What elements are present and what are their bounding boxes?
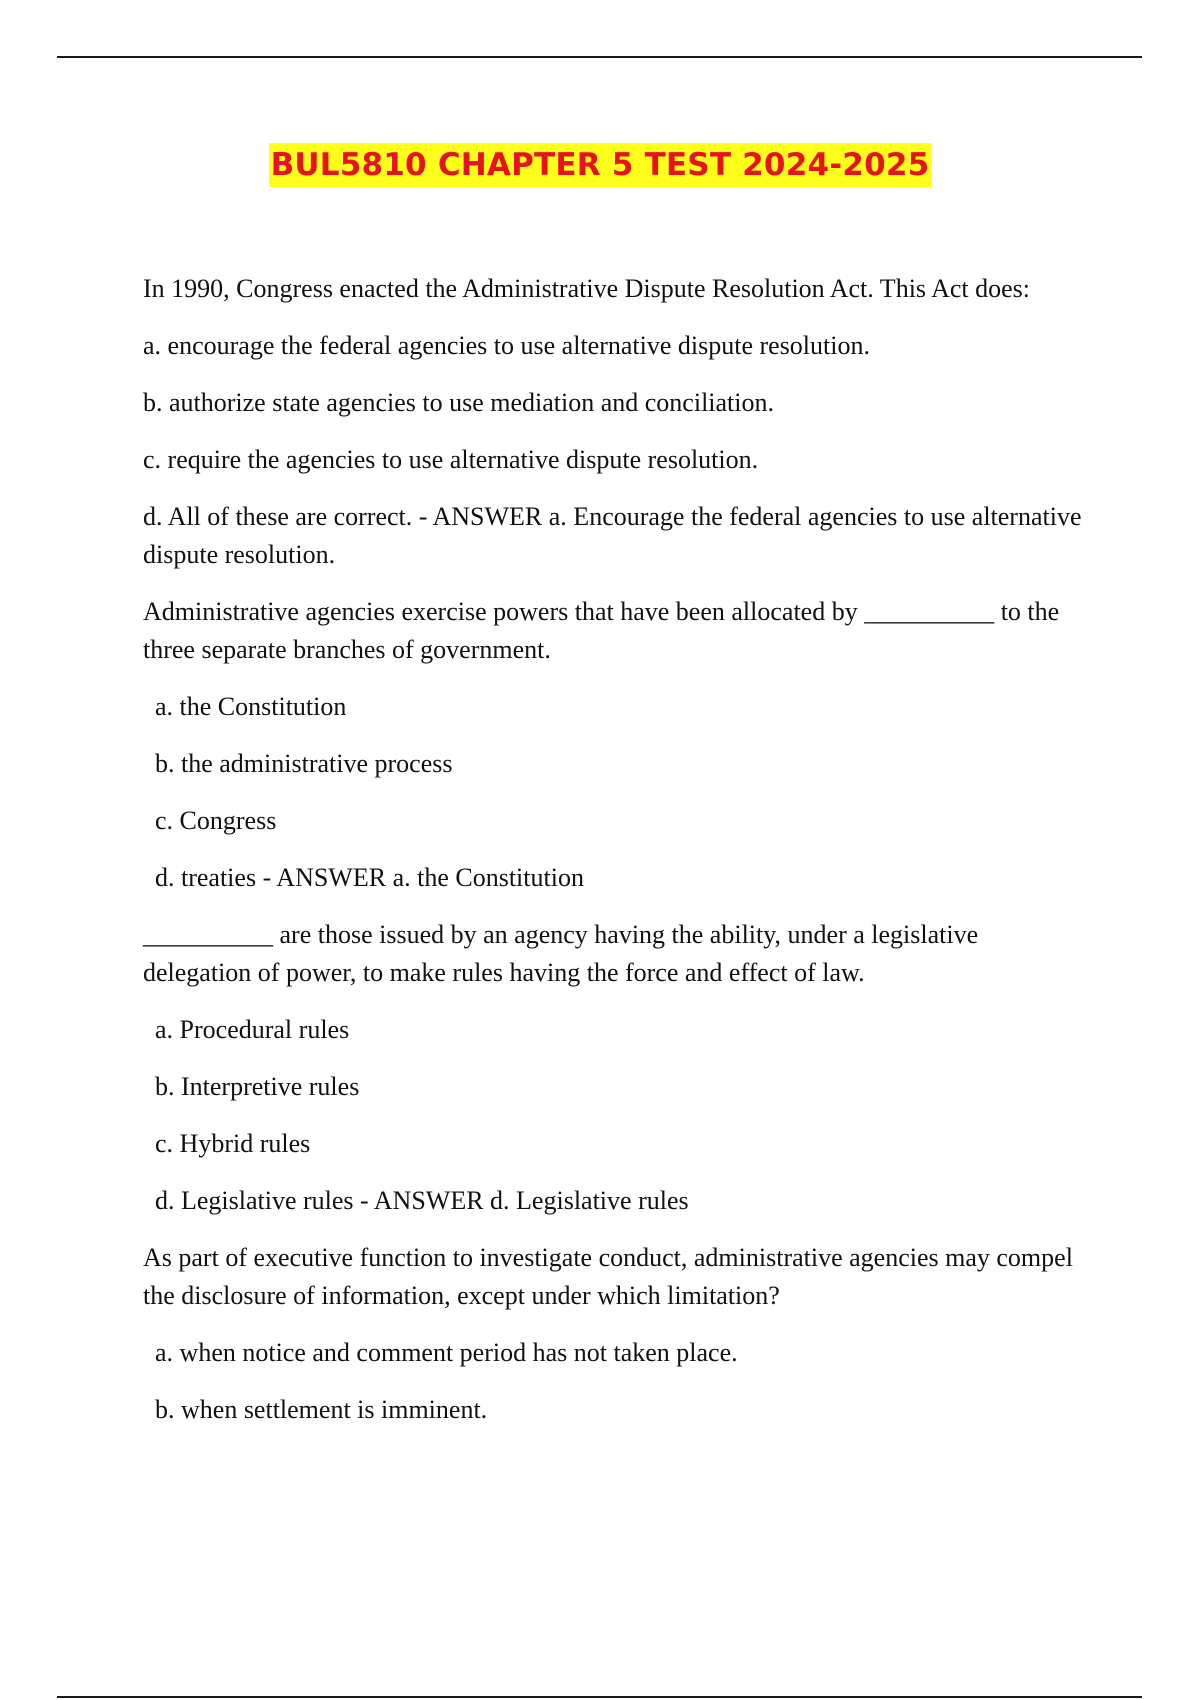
question-3-stem: __________ are those issued by an agency having the ability, under a legislative delegation of power, to make rules having the force and effect of law. xyxy=(143,920,979,987)
question-3-option-b: b. Interpretive rules xyxy=(155,1072,360,1101)
title-block xyxy=(0,143,1200,187)
question-1-option-b: b. authorize state agencies to use mediation and conciliation. xyxy=(143,388,775,417)
question-1-option-c: c. require the agencies to use alternative dispute resolution. xyxy=(143,445,759,474)
question-2-option-b: b. the administrative process xyxy=(155,749,453,778)
question-2-option-a: a. the Constitution xyxy=(155,692,347,721)
bottom-rule xyxy=(57,1696,1142,1698)
question-4-option-a: a. when notice and comment period has not taken place. xyxy=(155,1338,738,1367)
question-1-option-a: a. encourage the federal agencies to use alternative dispute resolution. xyxy=(143,331,870,360)
question-3-option-c: c. Hybrid rules xyxy=(155,1129,311,1158)
question-4-option-b: b. when settlement is imminent. xyxy=(155,1395,488,1424)
question-4-stem: As part of executive function to investigate conduct, administrative agencies may compel the disclosure of information, except under which limitation? xyxy=(143,1243,1073,1310)
question-3-option-d-answer: d. Legislative rules - ANSWER d. Legislative rules xyxy=(155,1186,689,1215)
question-2-option-d-answer: d. treaties - ANSWER a. the Constitution xyxy=(155,863,584,892)
question-1-option-d-answer: d. All of these are correct. - ANSWER a. Encourage the federal agencies to use alternative dispute resolution. xyxy=(143,502,1082,569)
question-2-option-c: c. Congress xyxy=(155,806,277,835)
document-title: BUL5810 CHAPTER 5 TEST 2024-2025 xyxy=(269,143,932,187)
top-rule xyxy=(57,56,1142,58)
question-2-stem: Administrative agencies exercise powers that have been allocated by __________ to the three separate branches of government. xyxy=(143,597,1060,664)
document-body xyxy=(143,270,1083,1448)
question-3-option-a: a. Procedural rules xyxy=(155,1015,350,1044)
question-1-stem: In 1990, Congress enacted the Administrative Dispute Resolution Act. This Act does: xyxy=(143,274,1031,303)
